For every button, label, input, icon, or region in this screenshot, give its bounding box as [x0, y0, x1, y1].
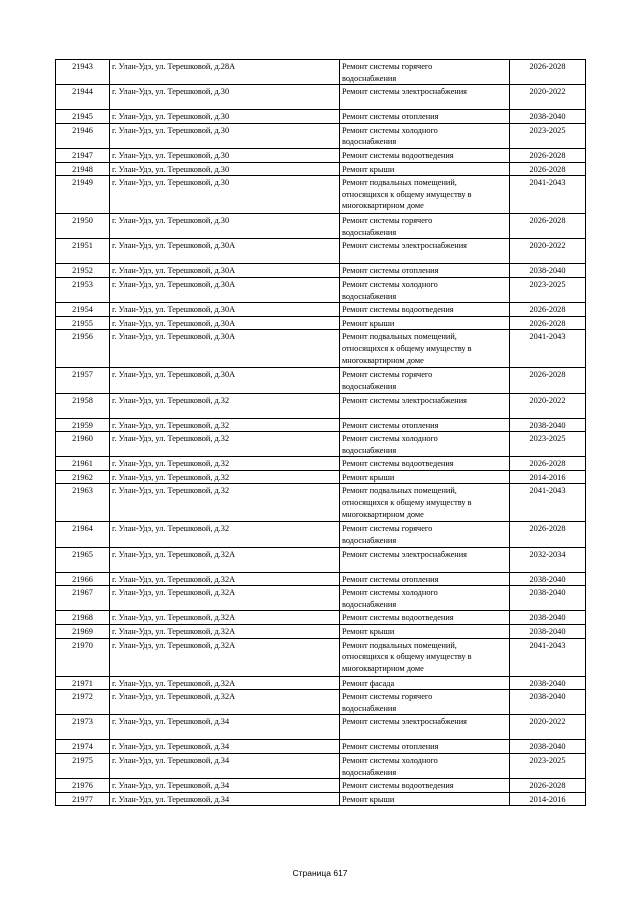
- work-type-cell: Ремонт системы горячего водоснабжения: [340, 368, 510, 393]
- row-number-cell: 21959: [56, 418, 110, 432]
- address-cell: г. Улан-Удэ, ул. Терешковой, д.32А: [110, 638, 340, 676]
- row-number-cell: 21976: [56, 779, 110, 793]
- address-cell: г. Улан-Удэ, ул. Терешковой, д.32А: [110, 572, 340, 586]
- address-cell: г. Улан-Удэ, ул. Терешковой, д.34: [110, 792, 340, 806]
- row-number-cell: 21945: [56, 110, 110, 124]
- row-number-cell: 21972: [56, 690, 110, 715]
- work-type-cell: Ремонт системы электроснабжения: [340, 239, 510, 264]
- work-type-cell: Ремонт системы отопления: [340, 264, 510, 278]
- period-cell: 2023-2025: [510, 123, 586, 148]
- table-row: [56, 60, 586, 85]
- period-cell: 2041-2043: [510, 176, 586, 214]
- work-type-cell: Ремонт системы водоотведения: [340, 779, 510, 793]
- table-row: [56, 457, 586, 471]
- period-cell: 2023-2025: [510, 754, 586, 779]
- address-cell: г. Улан-Удэ, ул. Терешковой, д.32: [110, 418, 340, 432]
- address-cell: г. Улан-Удэ, ул. Терешковой, д.30: [110, 123, 340, 148]
- work-type-cell: Ремонт подвальных помещений, относящихся к общему имуществу в многоквартирном доме: [340, 176, 510, 214]
- row-number-cell: 21964: [56, 522, 110, 547]
- table-row: [56, 393, 586, 418]
- row-number-cell: 21957: [56, 368, 110, 393]
- period-cell: 2038-2040: [510, 740, 586, 754]
- table-row: [56, 330, 586, 368]
- address-cell: г. Улан-Удэ, ул. Терешковой, д.30А: [110, 316, 340, 330]
- table-row: [56, 418, 586, 432]
- address-cell: г. Улан-Удэ, ул. Терешковой, д.34: [110, 715, 340, 740]
- row-number-cell: 21950: [56, 214, 110, 239]
- table-row: [56, 123, 586, 148]
- period-cell: 2020-2022: [510, 239, 586, 264]
- address-cell: г. Улан-Удэ, ул. Терешковой, д.32А: [110, 625, 340, 639]
- address-cell: г. Улан-Удэ, ул. Терешковой, д.30А: [110, 264, 340, 278]
- row-number-cell: 21955: [56, 316, 110, 330]
- work-type-cell: Ремонт системы отопления: [340, 740, 510, 754]
- address-cell: г. Улан-Удэ, ул. Терешковой, д.32: [110, 432, 340, 457]
- work-type-cell: Ремонт системы отопления: [340, 418, 510, 432]
- row-number-cell: 21965: [56, 547, 110, 572]
- row-number-cell: 21951: [56, 239, 110, 264]
- address-cell: г. Улан-Удэ, ул. Терешковой, д.30А: [110, 239, 340, 264]
- table-row: [56, 572, 586, 586]
- period-cell: 2026-2028: [510, 148, 586, 162]
- address-cell: г. Улан-Удэ, ул. Терешковой, д.32: [110, 393, 340, 418]
- address-cell: г. Улан-Удэ, ул. Терешковой, д.34: [110, 740, 340, 754]
- row-number-cell: 21944: [56, 85, 110, 110]
- row-number-cell: 21977: [56, 792, 110, 806]
- work-type-cell: Ремонт системы холодного водоснабжения: [340, 586, 510, 611]
- work-type-cell: Ремонт системы водоотведения: [340, 148, 510, 162]
- work-type-cell: Ремонт системы электроснабжения: [340, 547, 510, 572]
- page-number: Страница 617: [292, 868, 348, 878]
- period-cell: 2026-2028: [510, 303, 586, 317]
- row-number-cell: 21943: [56, 60, 110, 85]
- row-number-cell: 21963: [56, 484, 110, 522]
- table-row: [56, 547, 586, 572]
- work-type-cell: Ремонт системы горячего водоснабжения: [340, 522, 510, 547]
- row-number-cell: 21958: [56, 393, 110, 418]
- address-cell: г. Улан-Удэ, ул. Терешковой, д.30: [110, 110, 340, 124]
- table-row: [56, 214, 586, 239]
- period-cell: 2038-2040: [510, 110, 586, 124]
- period-cell: 2041-2043: [510, 484, 586, 522]
- table-row: [56, 432, 586, 457]
- period-cell: 2020-2022: [510, 85, 586, 110]
- table-row: [56, 264, 586, 278]
- address-cell: г. Улан-Удэ, ул. Терешковой, д.30: [110, 148, 340, 162]
- address-cell: г. Улан-Удэ, ул. Терешковой, д.32А: [110, 547, 340, 572]
- work-type-cell: Ремонт фасада: [340, 676, 510, 690]
- address-cell: г. Улан-Удэ, ул. Терешковой, д.32: [110, 522, 340, 547]
- work-type-cell: Ремонт системы водоотведения: [340, 611, 510, 625]
- row-number-cell: 21970: [56, 638, 110, 676]
- work-type-cell: Ремонт системы водоотведения: [340, 303, 510, 317]
- table-row: [56, 740, 586, 754]
- work-type-cell: Ремонт системы горячего водоснабжения: [340, 690, 510, 715]
- work-type-cell: Ремонт системы холодного водоснабжения: [340, 123, 510, 148]
- address-cell: г. Улан-Удэ, ул. Терешковой, д.30А: [110, 368, 340, 393]
- period-cell: 2038-2040: [510, 572, 586, 586]
- table-row: [56, 484, 586, 522]
- row-number-cell: 21962: [56, 470, 110, 484]
- period-cell: 2014-2016: [510, 470, 586, 484]
- address-cell: г. Улан-Удэ, ул. Терешковой, д.32А: [110, 676, 340, 690]
- work-type-cell: Ремонт системы холодного водоснабжения: [340, 277, 510, 302]
- row-number-cell: 21953: [56, 277, 110, 302]
- work-type-cell: Ремонт крыши: [340, 316, 510, 330]
- address-cell: г. Улан-Удэ, ул. Терешковой, д.30: [110, 176, 340, 214]
- row-number-cell: 21949: [56, 176, 110, 214]
- period-cell: 2026-2028: [510, 779, 586, 793]
- address-cell: г. Улан-Удэ, ул. Терешковой, д.32А: [110, 611, 340, 625]
- period-cell: 2038-2040: [510, 418, 586, 432]
- work-type-cell: Ремонт системы отопления: [340, 572, 510, 586]
- work-type-cell: Ремонт системы горячего водоснабжения: [340, 214, 510, 239]
- address-cell: г. Улан-Удэ, ул. Терешковой, д.30: [110, 162, 340, 176]
- table-row: [56, 754, 586, 779]
- address-cell: г. Улан-Удэ, ул. Терешковой, д.30: [110, 85, 340, 110]
- row-number-cell: 21961: [56, 457, 110, 471]
- work-type-cell: Ремонт подвальных помещений, относящихся к общему имуществу в многоквартирном доме: [340, 330, 510, 368]
- address-cell: г. Улан-Удэ, ул. Терешковой, д.28А: [110, 60, 340, 85]
- address-cell: г. Улан-Удэ, ул. Терешковой, д.32А: [110, 690, 340, 715]
- work-type-cell: Ремонт системы электроснабжения: [340, 85, 510, 110]
- table-row: [56, 638, 586, 676]
- period-cell: 2026-2028: [510, 522, 586, 547]
- address-cell: г. Улан-Удэ, ул. Терешковой, д.34: [110, 754, 340, 779]
- work-type-cell: Ремонт системы электроснабжения: [340, 715, 510, 740]
- work-type-cell: Ремонт крыши: [340, 470, 510, 484]
- work-type-cell: Ремонт системы горячего водоснабжения: [340, 60, 510, 85]
- period-cell: 2041-2043: [510, 330, 586, 368]
- row-number-cell: 21952: [56, 264, 110, 278]
- row-number-cell: 21946: [56, 123, 110, 148]
- period-cell: 2026-2028: [510, 316, 586, 330]
- table-row: [56, 110, 586, 124]
- table-row: [56, 676, 586, 690]
- period-cell: 2038-2040: [510, 625, 586, 639]
- work-type-cell: Ремонт системы электроснабжения: [340, 393, 510, 418]
- period-cell: 2023-2025: [510, 277, 586, 302]
- period-cell: 2038-2040: [510, 586, 586, 611]
- table-body: [56, 60, 586, 806]
- table-row: [56, 239, 586, 264]
- period-cell: 2032-2034: [510, 547, 586, 572]
- period-cell: 2038-2040: [510, 264, 586, 278]
- repair-schedule-table: [55, 59, 586, 806]
- work-type-cell: Ремонт подвальных помещений, относящихся к общему имуществу в многоквартирном доме: [340, 638, 510, 676]
- repair-schedule-sheet: [55, 59, 585, 806]
- row-number-cell: 21968: [56, 611, 110, 625]
- table-row: [56, 368, 586, 393]
- period-cell: 2014-2016: [510, 792, 586, 806]
- table-row: [56, 779, 586, 793]
- row-number-cell: 21948: [56, 162, 110, 176]
- row-number-cell: 21969: [56, 625, 110, 639]
- table-row: [56, 586, 586, 611]
- row-number-cell: 21971: [56, 676, 110, 690]
- period-cell: 2026-2028: [510, 457, 586, 471]
- table-row: [56, 470, 586, 484]
- row-number-cell: 21960: [56, 432, 110, 457]
- period-cell: 2020-2022: [510, 393, 586, 418]
- table-row: [56, 148, 586, 162]
- row-number-cell: 21956: [56, 330, 110, 368]
- address-cell: г. Улан-Удэ, ул. Терешковой, д.32: [110, 484, 340, 522]
- row-number-cell: 21947: [56, 148, 110, 162]
- period-cell: 2038-2040: [510, 676, 586, 690]
- work-type-cell: Ремонт системы отопления: [340, 110, 510, 124]
- period-cell: 2026-2028: [510, 214, 586, 239]
- table-row: [56, 277, 586, 302]
- work-type-cell: Ремонт крыши: [340, 792, 510, 806]
- table-row: [56, 85, 586, 110]
- period-cell: 2020-2022: [510, 715, 586, 740]
- period-cell: 2038-2040: [510, 690, 586, 715]
- period-cell: 2023-2025: [510, 432, 586, 457]
- table-row: [56, 162, 586, 176]
- table-row: [56, 176, 586, 214]
- row-number-cell: 21954: [56, 303, 110, 317]
- address-cell: г. Улан-Удэ, ул. Терешковой, д.32А: [110, 586, 340, 611]
- table-row: [56, 715, 586, 740]
- address-cell: г. Улан-Удэ, ул. Терешковой, д.30: [110, 214, 340, 239]
- row-number-cell: 21973: [56, 715, 110, 740]
- period-cell: 2041-2043: [510, 638, 586, 676]
- work-type-cell: Ремонт крыши: [340, 162, 510, 176]
- table-row: [56, 522, 586, 547]
- period-cell: 2026-2028: [510, 368, 586, 393]
- work-type-cell: Ремонт системы холодного водоснабжения: [340, 432, 510, 457]
- period-cell: 2026-2028: [510, 162, 586, 176]
- address-cell: г. Улан-Удэ, ул. Терешковой, д.30А: [110, 303, 340, 317]
- period-cell: 2026-2028: [510, 60, 586, 85]
- work-type-cell: Ремонт системы холодного водоснабжения: [340, 754, 510, 779]
- period-cell: 2038-2040: [510, 611, 586, 625]
- table-row: [56, 303, 586, 317]
- work-type-cell: Ремонт крыши: [340, 625, 510, 639]
- row-number-cell: 21974: [56, 740, 110, 754]
- address-cell: г. Улан-Удэ, ул. Терешковой, д.34: [110, 779, 340, 793]
- row-number-cell: 21967: [56, 586, 110, 611]
- work-type-cell: Ремонт подвальных помещений, относящихся к общему имуществу в многоквартирном доме: [340, 484, 510, 522]
- table-row: [56, 611, 586, 625]
- work-type-cell: Ремонт системы водоотведения: [340, 457, 510, 471]
- row-number-cell: 21966: [56, 572, 110, 586]
- address-cell: г. Улан-Удэ, ул. Терешковой, д.32: [110, 470, 340, 484]
- address-cell: г. Улан-Удэ, ул. Терешковой, д.32: [110, 457, 340, 471]
- table-row: [56, 792, 586, 806]
- address-cell: г. Улан-Удэ, ул. Терешковой, д.30А: [110, 277, 340, 302]
- row-number-cell: 21975: [56, 754, 110, 779]
- table-row: [56, 690, 586, 715]
- table-row: [56, 625, 586, 639]
- table-row: [56, 316, 586, 330]
- address-cell: г. Улан-Удэ, ул. Терешковой, д.30А: [110, 330, 340, 368]
